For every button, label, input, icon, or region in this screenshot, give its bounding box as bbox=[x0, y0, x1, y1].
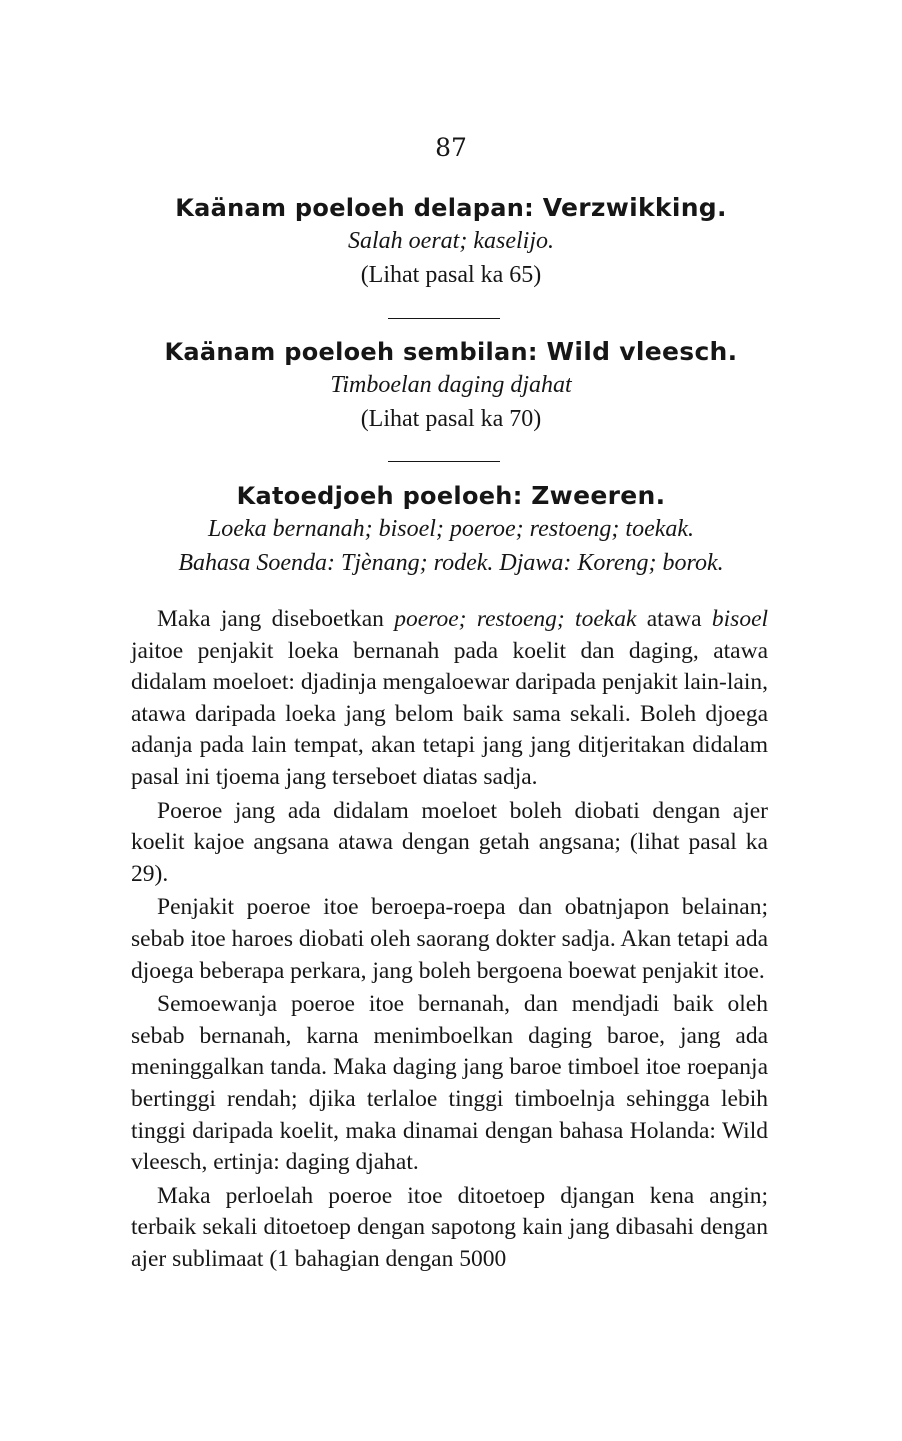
paragraph: Penjakit poeroe itoe beroepa-roepa dan obatnjapon belainan; sebab itoe haroes diobati oleh saorang dokter sadja. Akan tetapi ada djoega beberapa perkara, jang boleh bergoena boewat penjakit itoe. bbox=[131, 894, 768, 984]
italic-term: bisoel bbox=[711, 606, 769, 632]
section-reference: (Lihat pasal ka 65) bbox=[360, 262, 542, 288]
paragraph-text: jaitoe penjakit loeka bernanah pada koelit dan daging, atawa didalam moeloet: djadinja mengaloewar daripada penjakit lain-lain, atawa daripada loeka jang belom baik sama sekali. Boleh djoega adanja pada lain tempat, akan tetapi jang jang ditjeritakan didalam pasal ini tjoema jang terseboet diatas sadja. bbox=[131, 637, 768, 790]
heading-label: Kaänam poeloeh delapan: bbox=[175, 194, 535, 222]
paragraph: Maka perloelah poeroe itoe ditoetoep djangan kena angin; terbaik sekali ditoetoep dengan sapotong kain jang dibasahi dengan ajer sublimaat (1 bahagian dengan 5000 bbox=[131, 1182, 768, 1272]
section-heading bbox=[0, 193, 902, 223]
section-reference: (Lihat pasal ka 70) bbox=[360, 406, 542, 432]
section-wild-vleesch bbox=[0, 337, 902, 435]
paragraph: Poeroe jang ada didalam moeloet boleh diobati dengan ajer koelit kajoe angsana atawa dengan getah angsana; (lihat pasal ka 29). bbox=[131, 797, 768, 887]
page-number: 87 bbox=[435, 133, 467, 162]
section-zweeren bbox=[0, 481, 902, 579]
section-heading bbox=[0, 481, 902, 511]
divider-rule bbox=[388, 461, 500, 462]
section-italic-line: Salah oerat; kaselijo. bbox=[348, 228, 554, 254]
italic-terms: poeroe; restoeng; toekak bbox=[394, 606, 637, 632]
heading-term: Zweeren. bbox=[531, 481, 666, 510]
section-italic-line: Loeka bernanah; bisoel; poeroe; restoeng; toekak. bbox=[207, 516, 695, 542]
heading-term: Verzwikking. bbox=[542, 193, 727, 222]
section-verzwikking bbox=[0, 193, 902, 291]
paragraph-text: atawa bbox=[646, 606, 702, 632]
paragraph bbox=[131, 604, 768, 794]
section-heading bbox=[0, 337, 902, 367]
divider-rule bbox=[388, 318, 500, 319]
section-italic-line: Timboelan daging djahat bbox=[330, 372, 572, 398]
heading-term: Wild vleesch. bbox=[546, 337, 738, 366]
heading-label: Kaänam poeloeh sembilan: bbox=[164, 338, 538, 366]
section-italic-line-2: Bahasa Soenda: Tjènang; rodek. Djawa: Koreng; borok. bbox=[178, 550, 724, 576]
body-text bbox=[131, 604, 768, 1277]
paragraph-text: Maka jang diseboetkan bbox=[157, 606, 384, 632]
heading-label: Katoedjoeh poeloeh: bbox=[236, 482, 523, 510]
paragraph: Semoewanja poeroe itoe bernanah, dan mendjadi baik oleh sebab bernanah, karna menimboelkan daging baroe, jang ada meninggalkan tanda. Maka daging jang baroe timboel itoe roepanja bertinggi rendah; djika terlaloe tinggi timboelnja sehingga lebih tinggi daripada koelit, maka dinamai dengan bahasa Holanda: Wild vleesch, ertinja: daging djahat. bbox=[131, 991, 768, 1176]
